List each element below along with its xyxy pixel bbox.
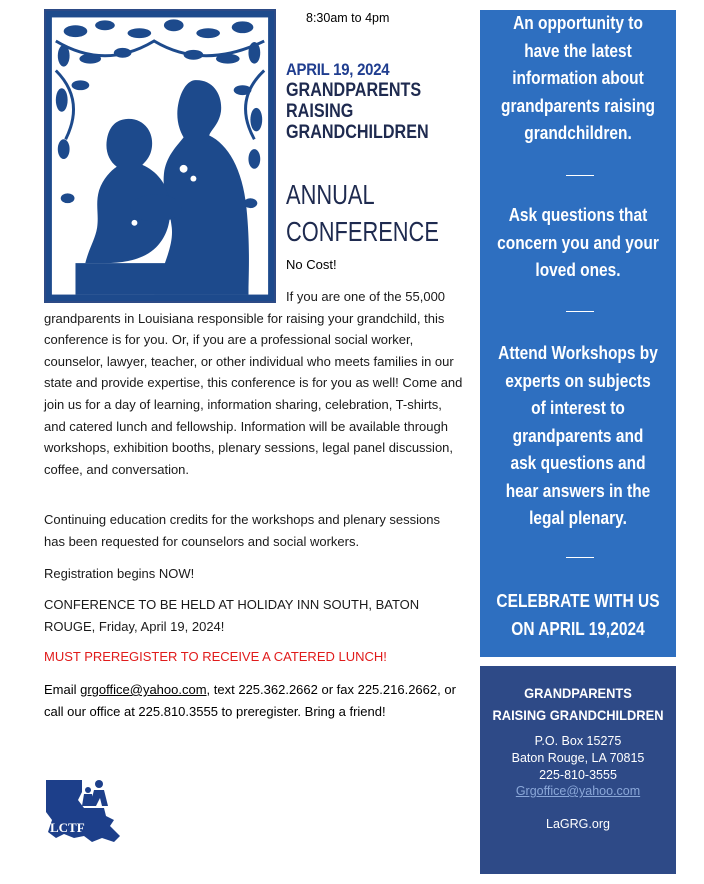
- sidebar-line: grandchildren.: [524, 123, 632, 143]
- contact-city: Baton Rouge, LA 70815: [511, 751, 645, 765]
- intro-first-line: If you are one of the: [286, 289, 402, 304]
- no-cost-note: No Cost!: [286, 257, 337, 272]
- sidebar-divider: [566, 557, 594, 558]
- sidebar-line: grandparents and: [512, 425, 644, 446]
- credits-paragraph: Continuing education credits for the workshops and plenary sessions has been requested for counselors and social workers.: [44, 512, 441, 549]
- subtitle-line: ANNUAL: [286, 179, 375, 210]
- highlights-sidebar: [480, 10, 676, 657]
- sidebar-line: legal plenary.: [529, 508, 627, 528]
- sidebar-line: concern you and your: [497, 232, 659, 253]
- sidebar-line: hear answers in the: [505, 480, 651, 501]
- sidebar-line: An opportunity to: [513, 13, 643, 33]
- lctf-logo: [44, 776, 122, 846]
- org-line: RAISING GRANDCHILDREN: [492, 707, 664, 723]
- org-line: GRANDPARENTS: [524, 685, 632, 701]
- email-link[interactable]: grgoffice@yahoo.com: [80, 682, 207, 697]
- contact-prefix: Email: [44, 682, 81, 697]
- sidebar-block-celebrate: [494, 588, 663, 643]
- contact-org-name: [488, 682, 668, 726]
- event-date: APRIL 19, 2024: [286, 60, 390, 79]
- logo-text: LCTF: [50, 820, 85, 835]
- venue-paragraph: CONFERENCE TO BE HELD AT HOLIDAY INN SOUTH, BATON ROUGE, Friday, April 19, 2024!: [44, 597, 420, 634]
- title-line: GRANDPARENTS: [286, 80, 422, 101]
- subtitle-line: CONFERENCE: [286, 216, 439, 247]
- sidebar-line: ask questions and: [510, 453, 646, 473]
- sidebar-block-workshops: [494, 340, 663, 533]
- sidebar-line: of interest to: [531, 398, 625, 418]
- contact-suffix: , text 225.362.2662 or fax 225.216.2662, or call our office at 225.810.3555 to preregister. Bring a friend!: [44, 682, 456, 719]
- sidebar-line: loved ones.: [535, 260, 621, 280]
- sidebar-line: Attend Workshops by: [498, 343, 658, 363]
- sidebar-block-opportunity: [494, 10, 663, 148]
- sidebar-line: CELEBRATE WITH US: [496, 591, 660, 611]
- contact-box: [480, 666, 676, 874]
- event-time: 8:30am to 4pm: [306, 11, 390, 25]
- intro-paragraph: [44, 286, 464, 480]
- intro-rest: 55,000 grandparents in Louisiana responsible for raising your grandchild, this conference is for you. Or, if you are a professional social worker, counselor, lawyer, teacher, or other individual who meets families in our state and provide expertise, this conference is for you as well! Come and join us for a day of learning, information sharing, celebration, T-shirts, and catered lunch and fellowship. Information will be available through workshops, exhibition booths, plenary sessions, legal panel discussion, coffee, and conversation.: [44, 289, 463, 477]
- silhouette-illustration: [44, 9, 276, 303]
- sidebar-divider: [566, 175, 594, 176]
- sidebar-line: information about: [512, 68, 644, 88]
- contact-paragraph: [44, 679, 464, 722]
- preregister-alert: MUST PREREGISTER TO RECEIVE A CATERED LUNCH!: [44, 649, 387, 664]
- sidebar-block-questions: [494, 202, 663, 285]
- contact-po-box: P.O. Box 15275: [534, 734, 622, 748]
- sidebar-line: Ask questions that: [508, 205, 648, 225]
- sidebar-line: grandparents raising: [501, 95, 655, 116]
- page-title: [286, 80, 429, 143]
- title-line: GRANDCHILDREN: [286, 122, 429, 143]
- sidebar-line: ON APRIL 19,2024: [511, 618, 645, 639]
- sidebar-line: have the latest: [524, 40, 632, 61]
- title-line: RAISING: [286, 101, 354, 122]
- registration-note: Registration begins NOW!: [44, 566, 195, 581]
- contact-website[interactable]: LaGRG.org: [546, 817, 610, 831]
- sidebar-divider: [566, 311, 594, 312]
- sidebar-line: experts on subjects: [505, 370, 651, 391]
- contact-email-link[interactable]: Grgoffice@yahoo.com: [515, 784, 641, 798]
- conference-subtitle: [286, 176, 439, 250]
- contact-phone: 225-810-3555: [539, 768, 617, 782]
